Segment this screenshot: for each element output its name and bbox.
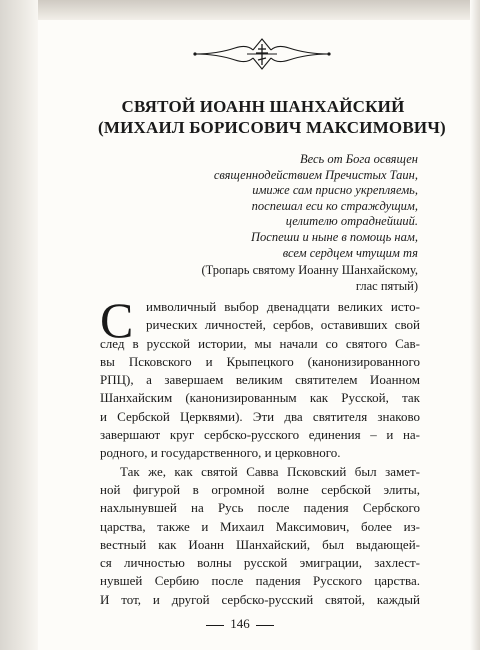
- attribution-line: глас пятый): [355, 278, 418, 293]
- body-text: [100, 292, 420, 609]
- epigraph-line: имиже сам присно укрепляемь,: [252, 183, 418, 198]
- page-number: 146: [230, 616, 250, 631]
- paragraph-line: ной фигурой в огромной волне сербской элиты,: [100, 481, 420, 497]
- epigraph-line: целителю отраднейший.: [285, 214, 418, 229]
- page-edge-top: [0, 0, 480, 20]
- paragraph-line: и Сербской Церквями). Эти два святителя знаково: [100, 408, 420, 424]
- paragraph-line: царства, также и Михаил Максимович, более из-: [100, 518, 420, 534]
- paragraph-line: нувшей Сербию после падения Русского царства.: [100, 573, 420, 589]
- paragraph-line: след в русской истории, мы начали со святого Сав-: [100, 335, 420, 351]
- epigraph-attribution: [98, 263, 418, 294]
- attribution-line: (Тропарь святому Иоанну Шанхайскому,: [201, 263, 418, 277]
- paragraph-line: Так же, как святой Савва Псковский был замет-: [120, 463, 420, 479]
- epigraph-line: поспешал еси ко страждущим,: [251, 198, 418, 213]
- paragraph-line: родного, и государственного, и церковного.: [100, 445, 341, 461]
- page-footer: [0, 616, 480, 632]
- paragraph-line: завершают круг сербско-русского единения – и на-: [100, 427, 420, 443]
- epigraph-troparion: [98, 152, 418, 261]
- ornament-cross-icon: [187, 36, 337, 72]
- epigraph-line: Поспеши и ныне в помощь нам,: [251, 229, 418, 244]
- epigraph-line: священнодействием Пречистых Таин,: [213, 167, 418, 182]
- heading-line: СВЯТОЙ ИОАНН ШАНХАЙСКИЙ: [121, 97, 405, 116]
- epigraph-line: Весь от Бога освящен: [299, 152, 418, 166]
- paragraph-line: И тот, и другой сербско-русский святой, каждый: [100, 591, 420, 607]
- heading-line: (МИХАИЛ БОРИСОВИЧ МАКСИМОВИЧ): [98, 118, 446, 137]
- paragraph-line: имволичный выбор двенадцати великих исто-: [146, 299, 420, 314]
- drop-cap: С: [100, 292, 134, 348]
- footer-dash: [256, 625, 274, 626]
- page-edge-right: [470, 0, 480, 650]
- paragraph-line: нахлынувшей на Русь после падения Сербского: [100, 500, 420, 516]
- epigraph-line: всем сердцем чтущим тя: [282, 245, 418, 260]
- paragraph-line: РПЦ), а завершаем великим святителем Иоанном: [100, 372, 420, 388]
- paragraph-line: рических личностей, сербов, оставивших свой: [146, 317, 420, 333]
- paragraph-line: Шанхайским (канонизированным как Русской, так: [100, 390, 420, 406]
- chapter-heading: [98, 96, 446, 138]
- footer-dash: [206, 625, 224, 626]
- paragraph-line: ся личностью волны русской эмиграции, захлест-: [100, 555, 420, 571]
- paragraph-line: вестный как Иоанн Шанхайский, был выдающей-: [100, 536, 420, 552]
- page-gutter-shadow: [0, 0, 38, 650]
- paragraph-line: вы Псковского и Крыпецкого (канонизированного: [100, 353, 420, 369]
